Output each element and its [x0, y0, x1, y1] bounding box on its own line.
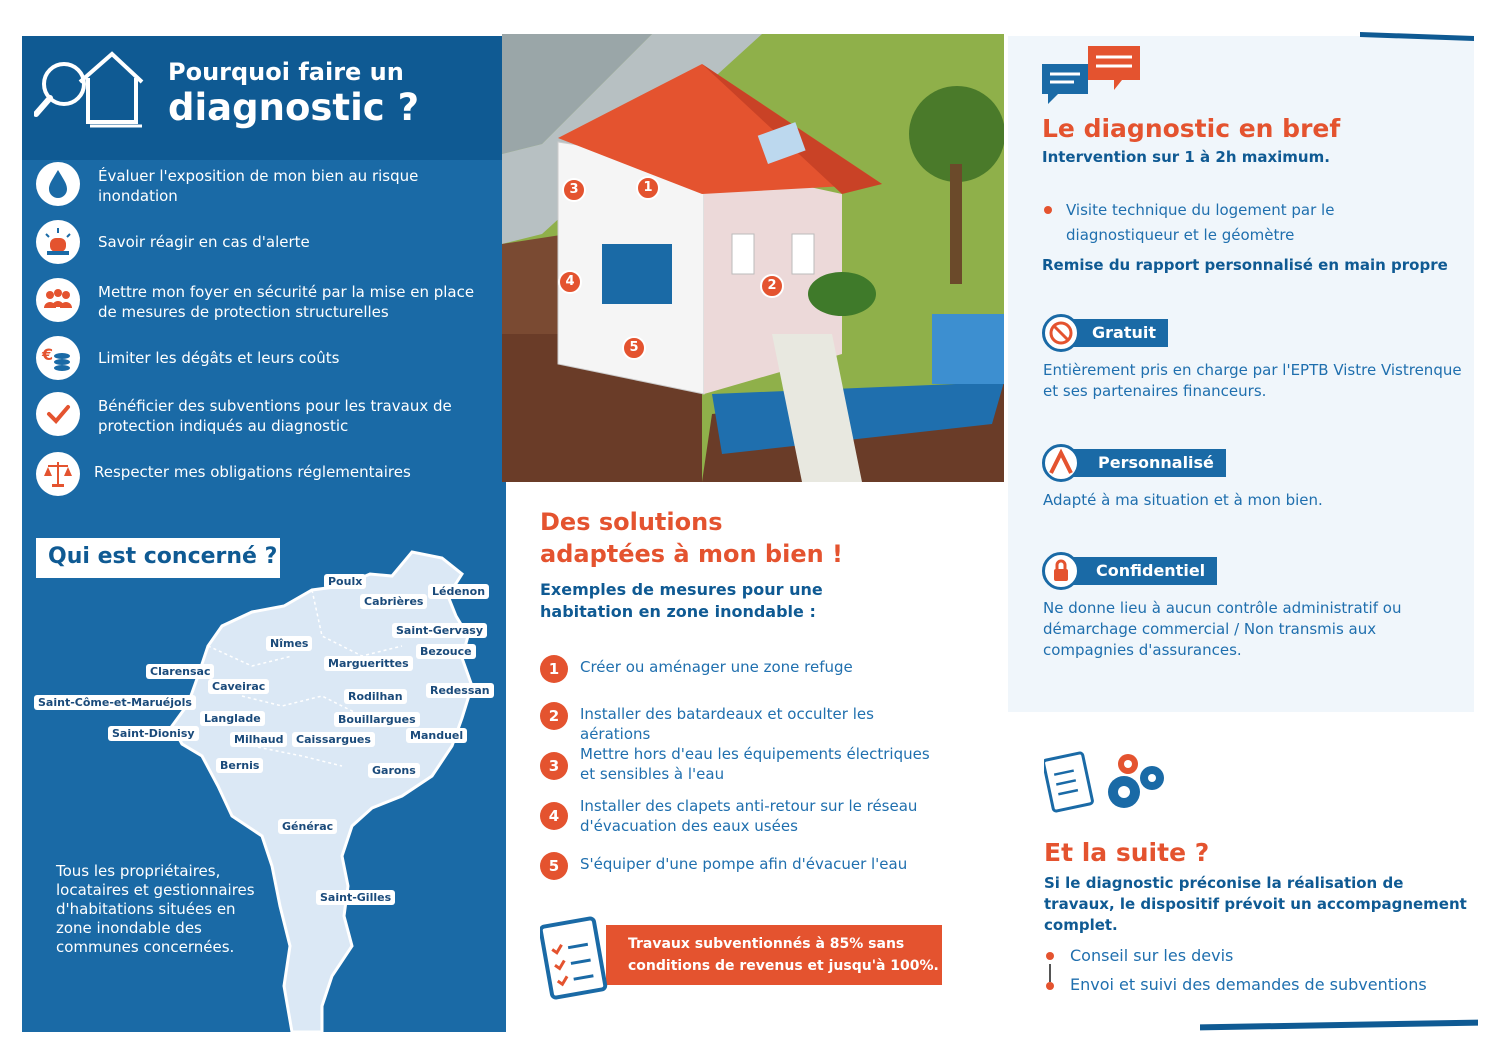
marker-2: 2 [760, 274, 784, 298]
town-label: Bezouce [416, 644, 476, 659]
measure-number: 1 [540, 655, 568, 683]
left-title-line1: Pourquoi faire un [168, 58, 404, 86]
feature-text: Adapté à ma situation et à mon bien. [1043, 491, 1323, 509]
bullet-dot [1046, 982, 1054, 990]
reason-item [36, 336, 496, 384]
town-label: Saint-Côme-et-Maruéjols [34, 695, 196, 710]
town-label: Saint-Gervasy [392, 623, 487, 638]
town-label: Bouillargues [334, 712, 420, 727]
suite-item: Envoi et suivi des demandes de subventions [1070, 975, 1427, 994]
banner-line1: Travaux subventionnés à 85% sans [628, 936, 905, 952]
measure-text: Installer des batardeaux et occulter les aérations [580, 705, 874, 743]
measure-number: 4 [540, 802, 568, 830]
town-label: Nîmes [266, 636, 312, 651]
town-label: Redessan [426, 683, 494, 698]
measure-number: 3 [540, 752, 568, 780]
measure-number: 5 [540, 852, 568, 880]
reason-text: Mettre mon foyer en sécurité par la mise en place de mesures de protection structurelles [98, 283, 475, 321]
reason-text: Respecter mes obligations réglementaires [94, 463, 411, 481]
bullet-dot [1044, 206, 1052, 214]
left-title-line2: diagnostic ? [168, 86, 420, 129]
svg-text:€: € [42, 345, 54, 364]
bref-item: Visite technique du logement par le diagnostiqueur et le géomètre [1066, 201, 1335, 244]
checklist-document-icon [540, 916, 612, 1002]
town-label: Caissargues [292, 732, 375, 747]
feature-label-gratuit: Gratuit [1062, 319, 1168, 347]
reason-item [36, 392, 496, 440]
house-illustration [502, 34, 1004, 482]
suite-item: Conseil sur les devis [1070, 946, 1234, 965]
chat-bubbles-icon [1040, 42, 1144, 108]
marker-1: 1 [636, 176, 660, 200]
town-label: Langlade [200, 711, 265, 726]
bref-subtitle: Intervention sur 1 à 2h maximum. [1042, 148, 1330, 166]
territory-map [22, 546, 506, 1032]
measure-text: Créer ou aménager une zone refuge [580, 658, 853, 676]
town-label: Générac [278, 819, 337, 834]
town-label: Bernis [216, 758, 263, 773]
town-label: Poulx [324, 574, 366, 589]
town-label: Rodilhan [344, 689, 407, 704]
measure-text: S'équiper d'une pompe afin d'évacuer l'eau [580, 855, 908, 873]
feature-text: Ne donne lieu à aucun contrôle administratif ou démarchage commercial / Non transmis aux compagnies d'assurances. [1043, 599, 1402, 659]
town-label: Manduel [406, 728, 467, 743]
euro-coins-icon [36, 336, 80, 380]
reason-text: Bénéficier des subventions pour les travaux de protection indiqués au diagnostic [98, 397, 452, 435]
solutions-subtitle: Exemples de mesures pour une habitation en zone inondable : [540, 580, 823, 621]
town-label: Cabrières [360, 594, 427, 609]
water-drop-icon [36, 162, 80, 206]
reason-item [36, 278, 496, 326]
bullet-connector [1049, 964, 1051, 982]
town-label: Milhaud [230, 732, 287, 747]
bullet-dot [1046, 952, 1054, 960]
town-label: Garons [368, 763, 420, 778]
reason-item [36, 452, 496, 500]
left-header [22, 36, 506, 160]
scales-icon [36, 452, 80, 496]
reason-text: Évaluer l'exposition de mon bien au risque inondation [98, 167, 419, 205]
checkmark-icon [36, 392, 80, 436]
feature-text: Entièrement pris en charge par l'EPTB Vistre Vistrenque et ses partenaires financeurs. [1043, 361, 1462, 400]
town-label: Saint-Gilles [316, 890, 395, 905]
reason-text: Savoir réagir en cas d'alerte [98, 233, 310, 251]
town-label: Caveirac [208, 679, 269, 694]
padlock-icon [1042, 552, 1080, 590]
suite-title: Et la suite ? [1044, 838, 1210, 867]
no-euro-icon [1042, 314, 1080, 352]
solutions-title: Des solutions adaptées à mon bien ! [540, 508, 843, 568]
decor-line [1200, 1020, 1478, 1031]
bref-title: Le diagnostic en bref [1042, 114, 1341, 143]
measure-number: 2 [540, 702, 568, 730]
measure-text: Installer des clapets anti-retour sur le réseau d'évacuation des eaux usées [580, 797, 918, 835]
left-panel [22, 36, 506, 1032]
reason-item [36, 220, 496, 268]
feature-label-personnalise: Personnalisé [1068, 449, 1226, 477]
town-label: Marguerittes [324, 656, 413, 671]
house-cutaway-drawing [502, 34, 1004, 482]
marker-4: 4 [558, 270, 582, 294]
left-note: Tous les propriétaires, locataires et gestionnaires d'habitations situées en zone inondable des communes concernées. [56, 862, 255, 956]
alarm-light-icon [36, 220, 80, 264]
town-label: Lédenon [428, 584, 489, 599]
document-gears-icon [1044, 742, 1168, 814]
qui-title: Qui est concerné ? [48, 544, 278, 569]
town-label: Clarensac [146, 664, 214, 679]
measure-text: Mettre hors d'eau les équipements électriques et sensibles à l'eau [580, 745, 930, 783]
reason-text: Limiter les dégâts et leurs coûts [98, 349, 340, 367]
feature-label-confidentiel: Confidentiel [1066, 557, 1217, 585]
suite-subtitle: Si le diagnostic préconise la réalisation de travaux, le dispositif prévoit un accompagnement complet. [1044, 874, 1467, 934]
bref-remise: Remise du rapport personnalisé en main propre [1042, 256, 1448, 274]
family-icon [36, 278, 80, 322]
banner-line2: conditions de revenus et jusqu'à 100%. [628, 958, 939, 974]
reason-item [36, 162, 496, 210]
house-magnifier-icon [34, 44, 146, 130]
marker-5: 5 [622, 336, 646, 360]
ruler-square-icon [1042, 444, 1080, 482]
subsidy-banner [606, 925, 942, 985]
town-label: Saint-Dionisy [108, 726, 199, 741]
marker-3: 3 [562, 178, 586, 202]
